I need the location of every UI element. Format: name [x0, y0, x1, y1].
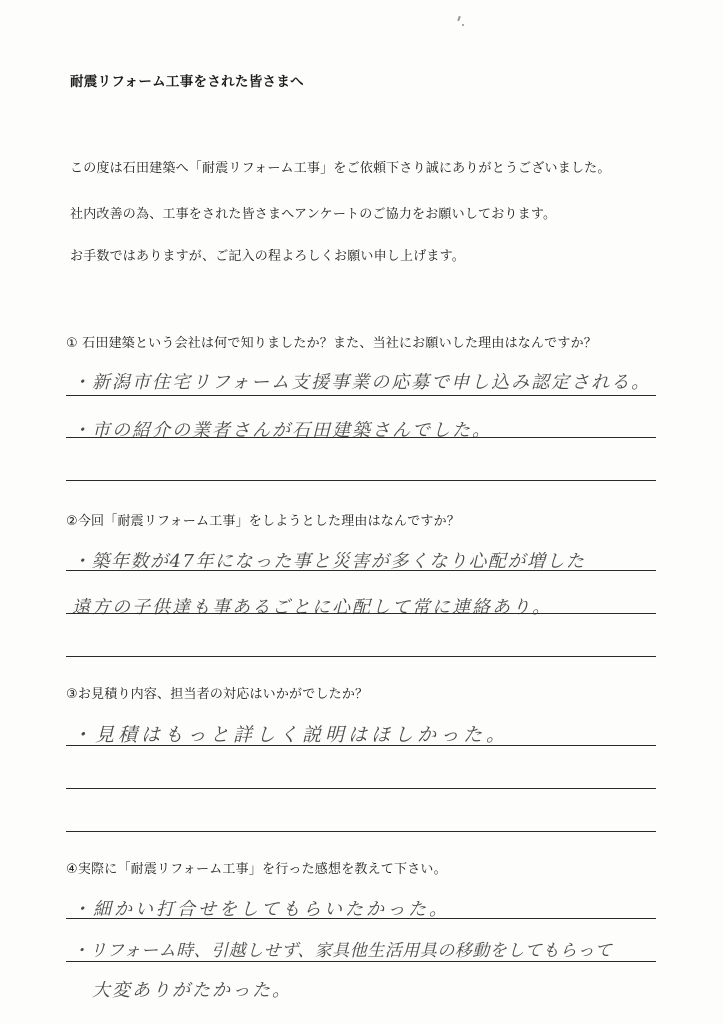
answer-line: [66, 395, 656, 396]
answer-line: [66, 961, 656, 962]
question-4: ④実際に「耐震リフォーム工事」を行った感想を教えて下さい。: [66, 862, 447, 877]
answer-line: [66, 788, 656, 789]
answer-4-line-2: ・リフォーム時、引越しせず、家具他生活用具の移動をしてもらって: [72, 941, 613, 961]
answer-1-line-2: ・市の紹介の業者さんが石田建築さんでした。: [72, 420, 492, 441]
question-3: ③お見積り内容、担当者の対応はいかがでしたか？: [66, 687, 369, 702]
answer-line: [66, 745, 656, 746]
intro-line-2: 社内改善の為、工事をされた皆さまへアンケートのご協力をお願いしております。: [70, 207, 557, 222]
document-title: 耐震リフォーム工事をされた皆さまへ: [70, 74, 304, 90]
answer-3-line-1: ・見積はもっと詳しく説明はほしかった。: [72, 724, 510, 746]
answer-2-line-1: ・築年数が47年になった事と災害が多くなり心配が増した: [72, 551, 586, 572]
answer-4-line-3: 大変ありがたかった。: [92, 980, 292, 1001]
intro-line-1: この度は石田建築へ「耐震リフォーム工事」をご依頼下さり誠にありがとうございました。: [70, 161, 611, 176]
paper-speck: [462, 24, 464, 26]
answer-line: [66, 570, 656, 571]
answer-2-line-2: 遠方の子供達も事あるごとに心配して常に連絡あり。: [72, 597, 552, 618]
paper-speck: [457, 16, 461, 21]
answer-line: [66, 656, 656, 657]
answer-4-line-1: ・細かい打合せをしてもらいたかった。: [72, 899, 450, 920]
question-1: ① 石田建築という会社は何で知りましたか？また、当社にお願いした理由はなんですか？: [66, 336, 597, 351]
answer-line: [66, 613, 656, 614]
answer-line: [66, 480, 656, 481]
question-2: ②今回「耐震リフォーム工事」をしようとした理由はなんですか？: [66, 514, 461, 529]
answer-line: [66, 831, 656, 832]
answer-line: [66, 437, 656, 438]
answer-1-line-1: ・新潟市住宅リフォーム支援事業の応募で申し込み認定される。: [72, 372, 652, 393]
answer-line: [66, 918, 656, 919]
intro-line-3: お手数ではありますが、ご記入の程よろしくお願い申し上げます。: [70, 249, 465, 264]
